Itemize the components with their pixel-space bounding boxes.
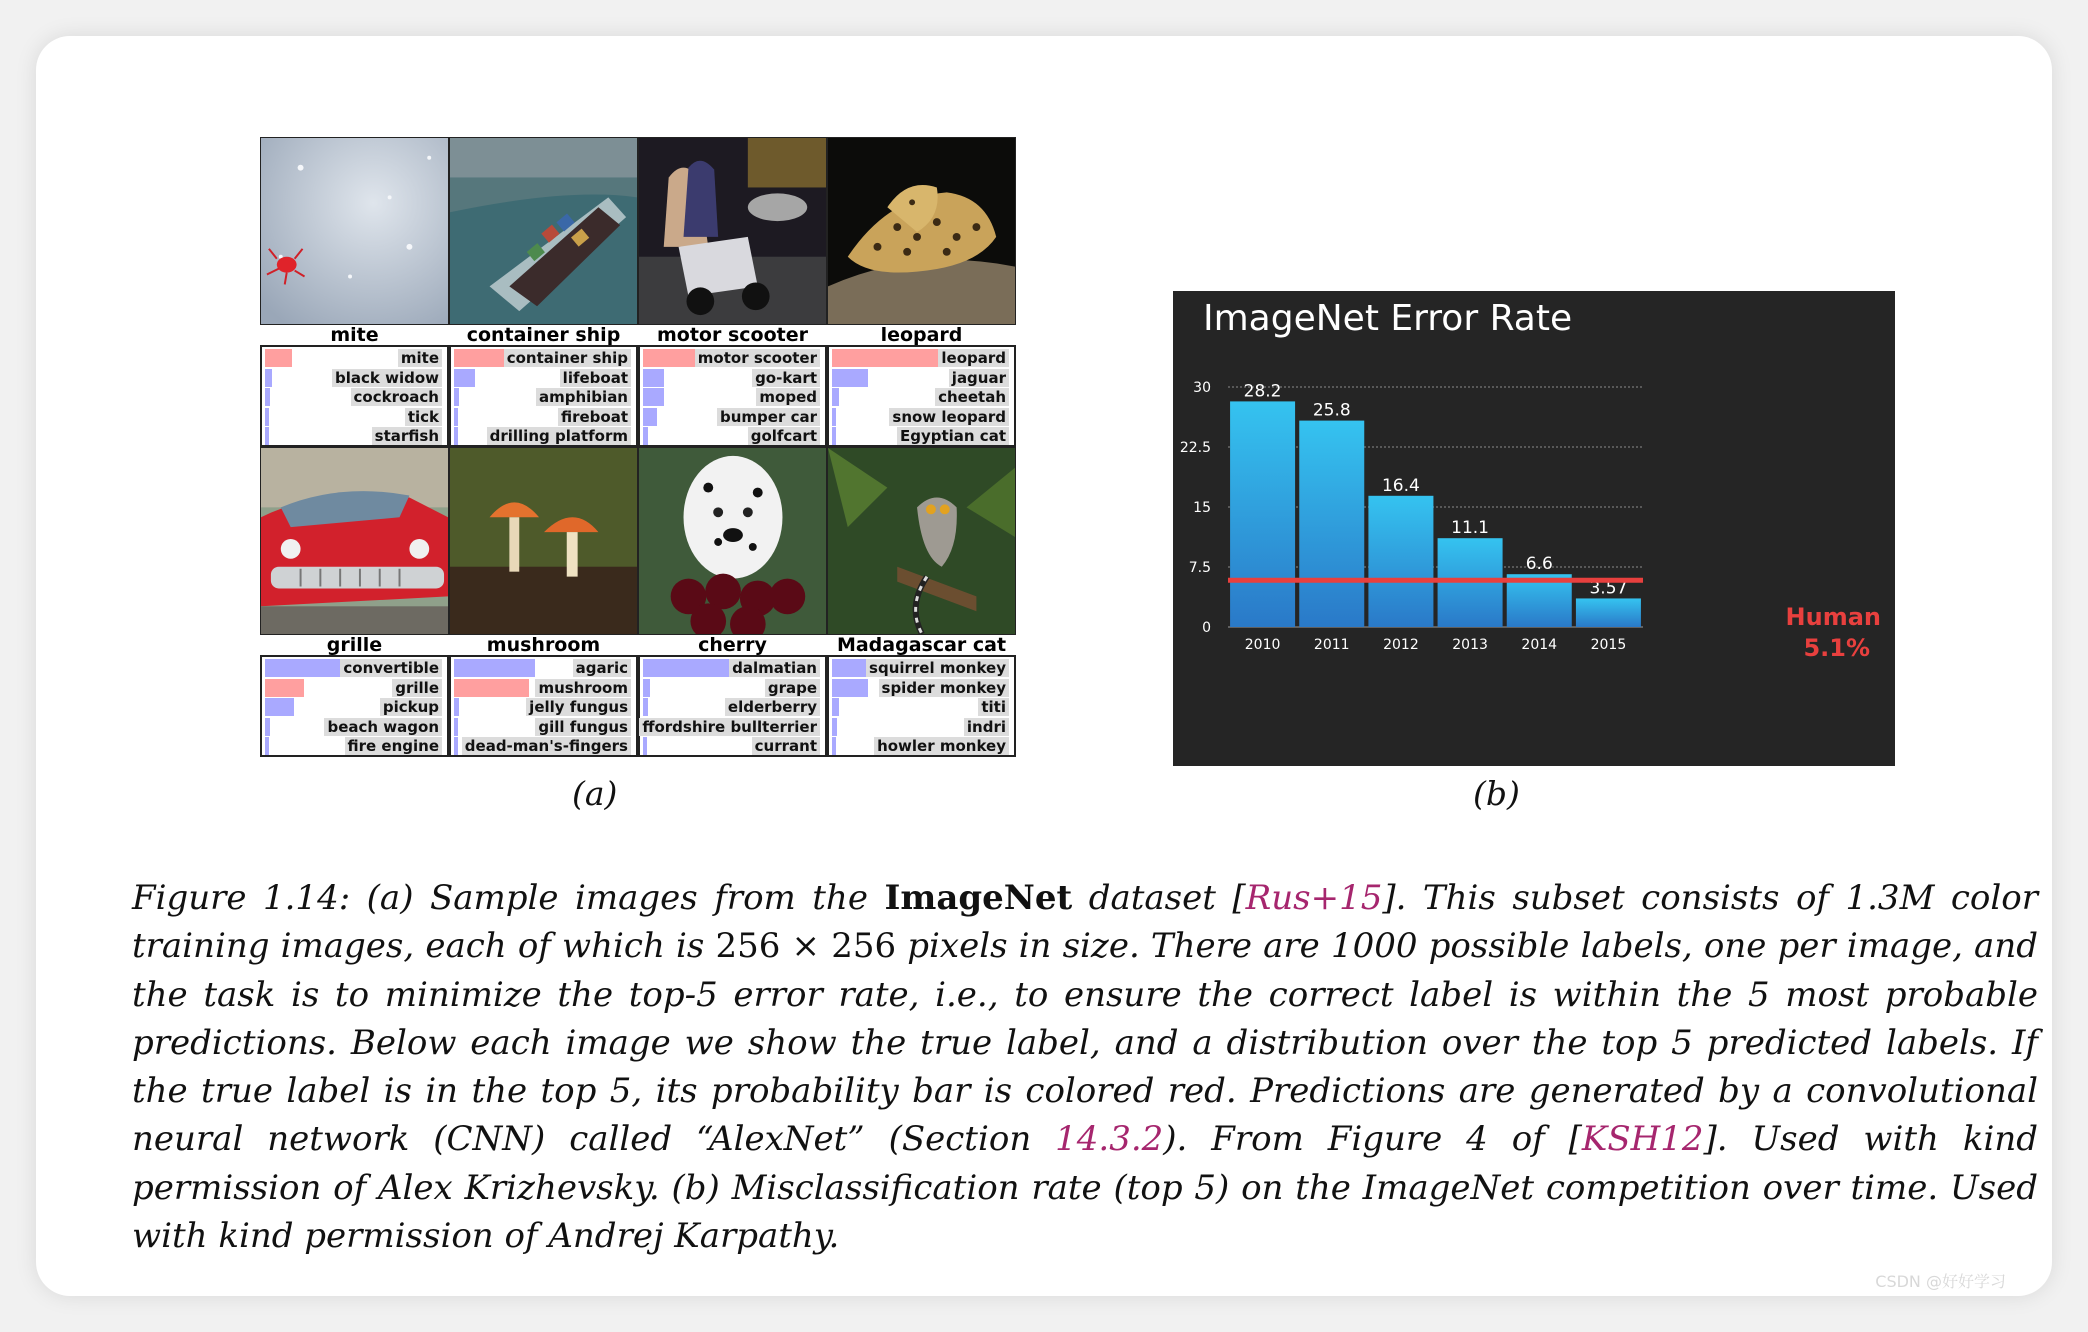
true-label: cherry <box>698 635 767 655</box>
y-tick-label: 15 <box>1193 500 1211 516</box>
prediction-label: cockroach <box>351 388 442 406</box>
prediction-bar-correct <box>265 679 304 697</box>
prediction-list <box>638 345 827 447</box>
prediction-label: dalmatian <box>729 659 820 677</box>
prediction-row <box>454 679 633 697</box>
prediction-bar <box>832 408 836 426</box>
prediction-bar <box>454 369 475 387</box>
x-tick-label: 2010 <box>1244 637 1281 653</box>
prediction-label: spider monkey <box>879 679 1009 697</box>
prediction-row <box>832 427 1011 445</box>
x-tick-label: 2011 <box>1313 637 1350 653</box>
prediction-label: fire engine <box>345 737 443 755</box>
prediction-row <box>454 698 633 716</box>
prediction-label: beach wagon <box>324 718 442 736</box>
bar-value-label: 11.1 <box>1451 518 1490 539</box>
prediction-label: grape <box>765 679 820 697</box>
prediction-list <box>449 345 638 447</box>
caption-figure-number: Figure 1.14: <box>132 878 351 918</box>
prediction-bar <box>643 737 647 755</box>
prediction-row <box>643 369 822 387</box>
prediction-row <box>643 698 822 716</box>
bar <box>1576 598 1641 627</box>
prediction-bar <box>832 388 839 406</box>
prediction-row <box>265 349 444 367</box>
prediction-bar <box>265 427 269 445</box>
prediction-row <box>265 737 444 755</box>
prediction-label: grille <box>392 679 442 697</box>
caption-math: 256 × 256 <box>715 926 897 967</box>
prediction-label: fireboat <box>558 408 631 426</box>
bar-value-label: 16.4 <box>1381 475 1420 496</box>
prediction-row <box>643 427 822 445</box>
watermark: CSDN @好好学习 <box>1875 1272 2006 1291</box>
x-tick-label: 2012 <box>1383 637 1419 653</box>
true-label: motor scooter <box>657 325 808 345</box>
imagenet-sample-grid <box>260 137 1016 757</box>
bar <box>1368 496 1433 627</box>
x-tick-label: 2014 <box>1521 637 1558 653</box>
prediction-row <box>643 349 822 367</box>
prediction-row <box>832 679 1011 697</box>
prediction-label: agaric <box>573 659 631 677</box>
photo-container-ship <box>449 137 638 325</box>
caption-text: (a) Sample images from the <box>366 878 868 918</box>
caption-text: pixels in size. There are 1000 possible labels, one per image, and the task is to minimize the top-5 error rate, i.e., to ensure the correct label is within the 5 most probable predictions. Below each image we show the true label, and a distribution over the top 5 predicted labels. If the true label is in the top 5, its probability bar is colored red. Predictions are generated by a convolutional neural network (CNN) called “AlexNet” (Section <box>132 926 2038 1160</box>
prediction-row <box>832 698 1011 716</box>
y-tick-label: 30 <box>1193 380 1211 396</box>
prediction-row <box>265 679 444 697</box>
bar-value-label: 25.8 <box>1312 400 1351 421</box>
prediction-row <box>454 737 633 755</box>
prediction-row <box>454 659 633 677</box>
prediction-bar <box>643 369 664 387</box>
prediction-row <box>643 737 822 755</box>
bar <box>1230 401 1295 627</box>
prediction-bar <box>265 737 269 755</box>
true-label: Madagascar cat <box>836 635 1007 655</box>
prediction-bar <box>832 737 836 755</box>
subcaption-a: (a) <box>572 774 618 813</box>
caption-bold-imagenet: ImageNet <box>884 878 1073 918</box>
prediction-label: mushroom <box>535 679 631 697</box>
prediction-bar <box>265 718 270 736</box>
prediction-label: tick <box>405 408 442 426</box>
prediction-label: Egyptian cat <box>897 427 1009 445</box>
prediction-row <box>265 659 444 677</box>
photo-mushroom <box>449 447 638 635</box>
prediction-label: elderberry <box>725 698 820 716</box>
prediction-bar <box>265 369 272 387</box>
figure-caption <box>132 874 2038 1260</box>
prediction-list <box>260 655 449 757</box>
prediction-label: motor scooter <box>695 349 820 367</box>
prediction-list <box>449 655 638 757</box>
citation-link-ksh12[interactable]: KSH12 <box>1581 1119 1704 1160</box>
prediction-row <box>643 408 822 426</box>
prediction-row <box>265 427 444 445</box>
prediction-bar-correct <box>832 349 948 367</box>
prediction-label: dead-man's-fingers <box>462 737 631 755</box>
human-value-label: 5.1% <box>1803 634 1870 662</box>
prediction-row <box>832 369 1011 387</box>
y-tick-label: 22.5 <box>1179 440 1211 456</box>
prediction-list <box>260 345 449 447</box>
prediction-bar <box>643 698 648 716</box>
caption-text: ]. Used with kind permission of Alex Krizhevsky. (b) Misclassification rate (top 5) on the ImageNet competition over time. Used with kind permission of Andrej Karpathy. <box>132 1119 2038 1257</box>
prediction-bar <box>454 427 458 445</box>
prediction-row <box>832 659 1011 677</box>
prediction-label: ffordshire bullterrier <box>639 718 820 736</box>
prediction-label: leopard <box>938 349 1009 367</box>
prediction-row <box>265 718 444 736</box>
prediction-label: jaguar <box>949 369 1009 387</box>
photo-madagascar-cat <box>827 447 1016 635</box>
bar <box>1299 421 1364 627</box>
prediction-row <box>454 369 633 387</box>
citation-link-rus15[interactable]: Rus+15 <box>1245 878 1383 918</box>
prediction-row <box>265 369 444 387</box>
prediction-row <box>454 349 633 367</box>
prediction-row <box>643 388 822 406</box>
prediction-row <box>265 698 444 716</box>
prediction-bar <box>832 679 868 697</box>
prediction-label: moped <box>756 388 820 406</box>
prediction-bar <box>265 408 269 426</box>
caption-text: ). From Figure 4 of [ <box>1163 1119 1582 1160</box>
true-label: grille <box>326 635 383 655</box>
y-tick-label: 7.5 <box>1188 560 1211 576</box>
true-label: mite <box>330 325 379 345</box>
photo-motor-scooter <box>638 137 827 325</box>
photo-leopard <box>827 137 1016 325</box>
prediction-list <box>827 655 1016 757</box>
photo-grille <box>260 447 449 635</box>
prediction-bar <box>265 698 294 716</box>
prediction-label: squirrel monkey <box>866 659 1009 677</box>
prediction-row <box>265 388 444 406</box>
prediction-label: go-kart <box>752 369 820 387</box>
figure-card <box>36 36 2052 1296</box>
x-tick-label: 2013 <box>1452 637 1488 653</box>
prediction-label: black widow <box>332 369 442 387</box>
bar-value-label: 6.6 <box>1525 554 1553 575</box>
prediction-row <box>454 427 633 445</box>
prediction-bar <box>832 698 839 716</box>
photo-cherry <box>638 447 827 635</box>
prediction-bar <box>454 718 458 736</box>
prediction-label: indri <box>964 718 1009 736</box>
prediction-label: drilling platform <box>487 427 631 445</box>
prediction-label: howler monkey <box>874 737 1009 755</box>
bar-value-label: 28.2 <box>1243 381 1282 402</box>
prediction-bar-correct <box>265 349 292 367</box>
prediction-label: starfish <box>372 427 442 445</box>
prediction-label: cheetah <box>935 388 1009 406</box>
prediction-bar <box>643 679 650 697</box>
prediction-bar <box>454 698 459 716</box>
true-label: container ship <box>466 325 621 345</box>
prediction-label: golfcart <box>748 427 820 445</box>
prediction-label: bumper car <box>717 408 820 426</box>
prediction-list <box>638 655 827 757</box>
bar-value-label: 3.57 <box>1589 578 1628 599</box>
prediction-bar-correct <box>454 679 529 697</box>
prediction-bar <box>454 737 458 755</box>
prediction-label: pickup <box>380 698 442 716</box>
chart-title: ImageNet Error Rate <box>1203 298 1573 339</box>
prediction-bar <box>454 388 459 406</box>
prediction-row <box>643 679 822 697</box>
prediction-row <box>454 388 633 406</box>
prediction-row <box>832 388 1011 406</box>
prediction-label: snow leopard <box>889 408 1009 426</box>
true-label: mushroom <box>486 635 601 655</box>
prediction-label: mite <box>398 349 442 367</box>
prediction-row <box>643 659 822 677</box>
section-link-14-3-2[interactable]: 14.3.2 <box>1055 1119 1164 1160</box>
prediction-bar <box>454 659 535 677</box>
caption-text: ]. This subset consists of 1.3M color training images, each of which is <box>132 878 2038 967</box>
prediction-label: lifeboat <box>560 369 631 387</box>
prediction-row <box>454 408 633 426</box>
human-label: Human <box>1785 603 1881 631</box>
prediction-label: jelly fungus <box>526 698 631 716</box>
prediction-bar <box>643 388 664 406</box>
imagenet-error-rate-chart <box>1173 291 1895 766</box>
photo-mite <box>260 137 449 325</box>
prediction-row <box>832 737 1011 755</box>
prediction-bar <box>832 718 837 736</box>
prediction-label: currant <box>752 737 820 755</box>
prediction-row <box>832 408 1011 426</box>
prediction-bar <box>643 408 657 426</box>
prediction-row <box>832 718 1011 736</box>
subcaption-b: (b) <box>1473 774 1520 813</box>
prediction-row <box>265 408 444 426</box>
prediction-bar <box>832 369 868 387</box>
prediction-bar <box>832 427 836 445</box>
prediction-bar <box>643 427 648 445</box>
prediction-label: titi <box>978 698 1009 716</box>
prediction-label: container ship <box>504 349 631 367</box>
true-label: leopard <box>880 325 963 345</box>
prediction-label: convertible <box>340 659 442 677</box>
prediction-row <box>454 718 633 736</box>
prediction-bar <box>265 388 270 406</box>
prediction-row <box>643 718 822 736</box>
x-tick-label: 2015 <box>1590 637 1627 653</box>
prediction-row <box>832 349 1011 367</box>
prediction-list <box>827 345 1016 447</box>
prediction-label: gill fungus <box>535 718 631 736</box>
y-tick-label: 0 <box>1202 620 1211 636</box>
prediction-label: amphibian <box>536 388 631 406</box>
caption-text: dataset [ <box>1088 878 1246 918</box>
prediction-bar <box>454 408 458 426</box>
